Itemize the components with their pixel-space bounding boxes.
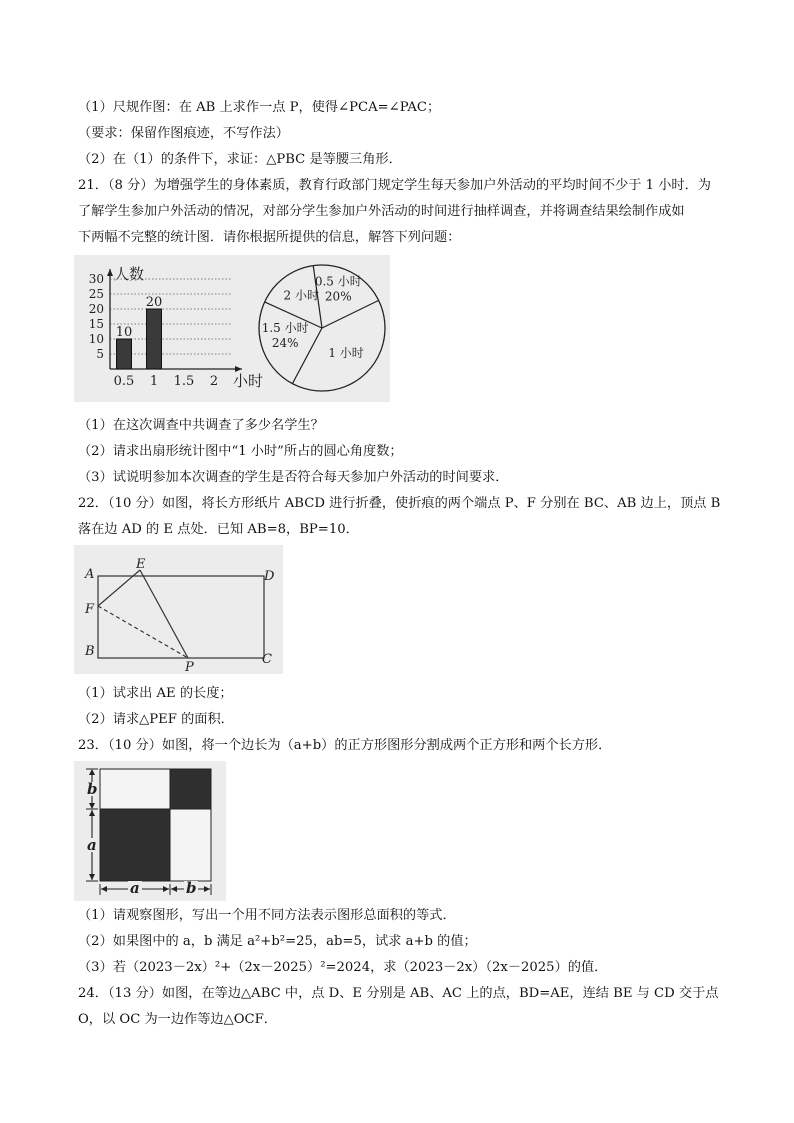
arrowhead-icon [204,886,210,892]
q23-question2: （2）如果图中的 a，b 满足 a²+b²=25，ab=5，试求 a+b 的值； [78,934,477,949]
pie-slice-label: 1.5 小时 [261,321,309,336]
arrowhead-icon [89,810,95,816]
arrowhead-icon [171,886,177,892]
q22-intro-line2: 落在边 AD 的 E 点处．已知 AB=8，BP=10． [78,522,359,537]
label-f: F [85,602,95,617]
folding-figure-svg [74,545,283,674]
top-left-square [100,769,170,809]
x-tick-label: 2 [209,374,219,389]
bottom-right-rect [170,809,211,881]
pie-slice-boundary [322,300,379,328]
bottom-label-a: a [130,879,140,897]
label-p: P [185,660,194,674]
bar [117,339,132,369]
y-axis-arrowhead-icon [107,269,113,276]
folding-figure [74,545,283,674]
top-right-square [170,769,211,809]
arrowhead-icon [89,874,95,880]
q21-question3: （3）试说明参加本次调查的学生是否符合每天参加户外活动的时间要求． [78,470,509,485]
pie-chart [259,265,385,391]
label-a: A [85,567,95,582]
arrowhead-icon [163,886,169,892]
y-tick-label: 15 [88,317,104,331]
pie-slice-label: 2 小时 [283,288,319,303]
statistics-chart-svg [74,255,390,402]
arrowhead-icon [89,803,95,809]
q21-intro-line2: 了解学生参加户外活动的情况，对部分学生参加户外活动的时间进行抽样调查，并将调查结果绘制作成如 [78,204,685,219]
label-e: E [136,557,146,572]
bottom-left-square [100,809,170,881]
bar-data-label: 10 [115,325,133,340]
bar [147,309,162,369]
y-tick-label: 25 [88,287,104,301]
pie-slice-percent: 24% [271,336,299,351]
q21-question1: （1）在这次调查中共调查了多少名学生？ [78,418,324,433]
y-tick-label: 10 [88,332,104,346]
left-label-a: a [87,836,97,854]
q22-question2: （2）请求△PEF 的面积． [78,712,234,727]
statistics-figure [74,255,390,402]
q20-requirement: （要求：保留作图痕迹，不写作法） [78,126,289,141]
q21-question2: （2）请求出扇形统计图中“1 小时”所占的圆心角度数； [78,444,403,459]
bar-data-label: 20 [145,295,163,310]
label-d: D [264,569,275,584]
q23-intro: 23．（10 分）如图，将一个边长为（a+b）的正方形图形分割成两个正方形和两个长方形． [78,738,612,753]
square-figure-svg [74,761,226,901]
q23-question3: （3）若（2023－2x）²+（2x－2025）²=2024，求（2023－2x）（2x－2025）的值． [78,960,608,975]
pie-slice-label: 0.5 小时 [314,274,362,289]
q22-intro-line1: 22．（10 分）如图，将长方形纸片 ABCD 进行折叠，使折痕的两个端点 P、F 分别在 BC、AB 边上，顶点 B [78,496,721,511]
square-figure [74,761,226,901]
q20-part2: （2）在（1）的条件下，求证：△PBC 是等腰三角形． [78,152,402,167]
pie-slice-label: 1 小时 [328,345,364,360]
fold-line-ep [140,570,188,658]
bar-chart [89,265,263,390]
x-tick-label: 1 [149,374,159,389]
q21-intro-line1: 21．（8 分）为增强学生的身体素质，教育行政部门规定学生每天参加户外活动的平均时间不少于 1 小时．为 [78,178,711,193]
q24-intro-line2: O，以 OC 为一边作等边△OCF． [78,1012,277,1027]
arrowhead-icon [101,886,107,892]
arrowhead-icon [89,769,95,775]
q22-question1: （1）试求出 AE 的长度； [78,686,233,701]
y-tick-label: 5 [96,347,104,361]
x-tick-label: 1.5 [173,374,195,389]
y-tick-label: 20 [88,302,104,316]
label-b: B [85,644,95,659]
q21-intro-line3: 下两幅不完整的统计图．请你根据所提供的信息，解答下列问题： [78,230,461,245]
x-axis-title: 小时 [233,372,264,390]
y-axis-title: 人数 [114,265,145,283]
left-label-b: b [87,780,98,798]
y-tick-label: 30 [88,272,104,286]
pie-slice-percent: 20% [324,289,352,304]
x-tick-label: 0.5 [113,374,135,389]
q20-part1: （1）尺规作图：在 AB 上求作一点 P，使得∠PCA=∠PAC； [78,100,441,115]
bottom-label-b: b [186,879,197,897]
label-c: C [262,652,272,667]
q23-question1: （1）请观察图形，写出一个用不同方法表示图形总面积的等式． [78,908,456,923]
q24-intro-line1: 24．（13 分）如图，在等边△ABC 中，点 D、E 分别是 AB、AC 上的点，BD=AE，连结 BE 与 CD 交于点 [78,986,719,1001]
